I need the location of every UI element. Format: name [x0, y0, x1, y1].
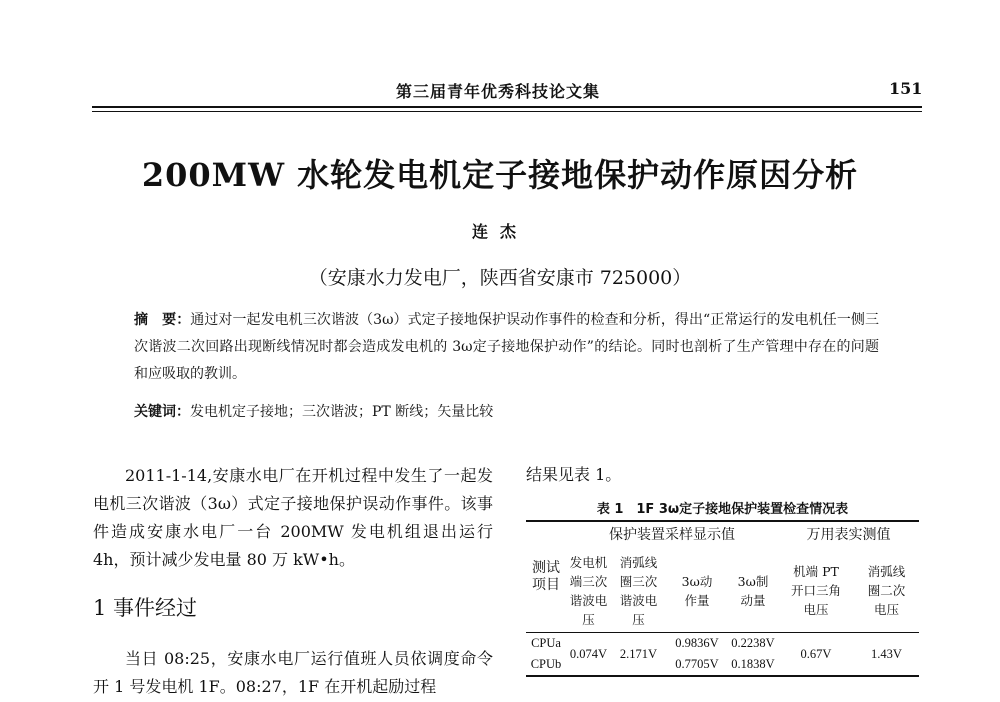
- th-3w-brake: 3ω制动量: [737, 573, 769, 608]
- keywords-label: 关键词：: [134, 404, 190, 420]
- cell-gen-terminal: 0.074V: [566, 633, 611, 677]
- abstract: [134, 307, 879, 388]
- table-caption: 表 1 1F 3ω定子接地保护装置检查情况表: [596, 502, 849, 517]
- paper-title: 200MW 水轮发电机定子接地保护动作原因分析: [141, 156, 859, 194]
- cell-item: CPUa: [526, 633, 566, 655]
- th-3w-action: 3ω动作量: [681, 573, 713, 608]
- th-pt-open-delta: 机端 PT 开口三角电压: [790, 564, 841, 617]
- th-gen-terminal-3rd-harmonic: 发电机端三次谐波电压: [569, 554, 608, 627]
- page-number: 151: [889, 79, 923, 98]
- body-paragraph-1: 2011-1-14,安康水电厂在开机过程中发生了一起发电机三次谐波（3ω）式定子接地保护误动作事件。该事件造成安康水电厂一台 200MW 发电机组退出运行 4h，预计减少发电量 80 万 kW•h。: [93, 466, 493, 569]
- body-paragraph-2: 当日 08:25，安康水电厂运行值班人员依调度命令开 1 号发电机 1F。08:27，1F 在开机起励过程: [93, 649, 493, 696]
- keywords-text: 发电机定子接地；三次谐波；PT 断线；矢量比较: [190, 404, 494, 420]
- th-test-item: 测试项目: [532, 560, 560, 593]
- cell-3w-action: 0.7705V: [666, 654, 728, 676]
- cell-arc-coil: 2.171V: [611, 633, 666, 677]
- abstract-text: 通过对一起发电机三次谐波（3ω）式定子接地保护误动作事件的检查和分析，得出“正常运行的发电机任一侧三次谐波二次回路出现断线情况时都会造成发电机的 3ω定子接地保护动作”的结论。同时也剖析了生产管理中存在的问题和应吸取的教训。: [134, 312, 880, 382]
- body-right-text: 结果见表 1。: [526, 465, 622, 484]
- table-row: [526, 633, 919, 655]
- th-group-device: 保护装置采样显示值: [609, 527, 735, 543]
- cell-item: CPUb: [526, 654, 566, 676]
- table-1: [526, 520, 919, 677]
- author-affiliation: （安康水力发电厂，陕西省安康市 725000）: [308, 267, 692, 289]
- cell-3w-brake: 0.2238V: [728, 633, 778, 655]
- th-arc-coil-secondary: 消弧线圈二次电压: [867, 564, 906, 617]
- cell-3w-action: 0.9836V: [666, 633, 728, 655]
- running-header-title: 第三届青年优秀科技论文集: [396, 82, 601, 101]
- keywords: [134, 401, 493, 421]
- abstract-label: 摘 要：: [134, 312, 191, 328]
- cell-pt-open: 0.67V: [778, 633, 854, 677]
- th-arc-coil-3rd-harmonic: 消弧线圈三次谐波电压: [619, 554, 658, 627]
- cell-3w-brake: 0.1838V: [728, 654, 778, 676]
- body-left-column-2: [93, 645, 493, 701]
- body-left-column: [93, 462, 493, 574]
- th-group-meter: 万用表实测值: [806, 527, 891, 543]
- header-rule-thick: [92, 106, 922, 108]
- header-rule-thin: [92, 111, 922, 112]
- author-name: 连杰: [471, 222, 528, 241]
- section-heading-1: 1 事件经过: [93, 596, 198, 620]
- cell-arc-secondary: 1.43V: [854, 633, 919, 677]
